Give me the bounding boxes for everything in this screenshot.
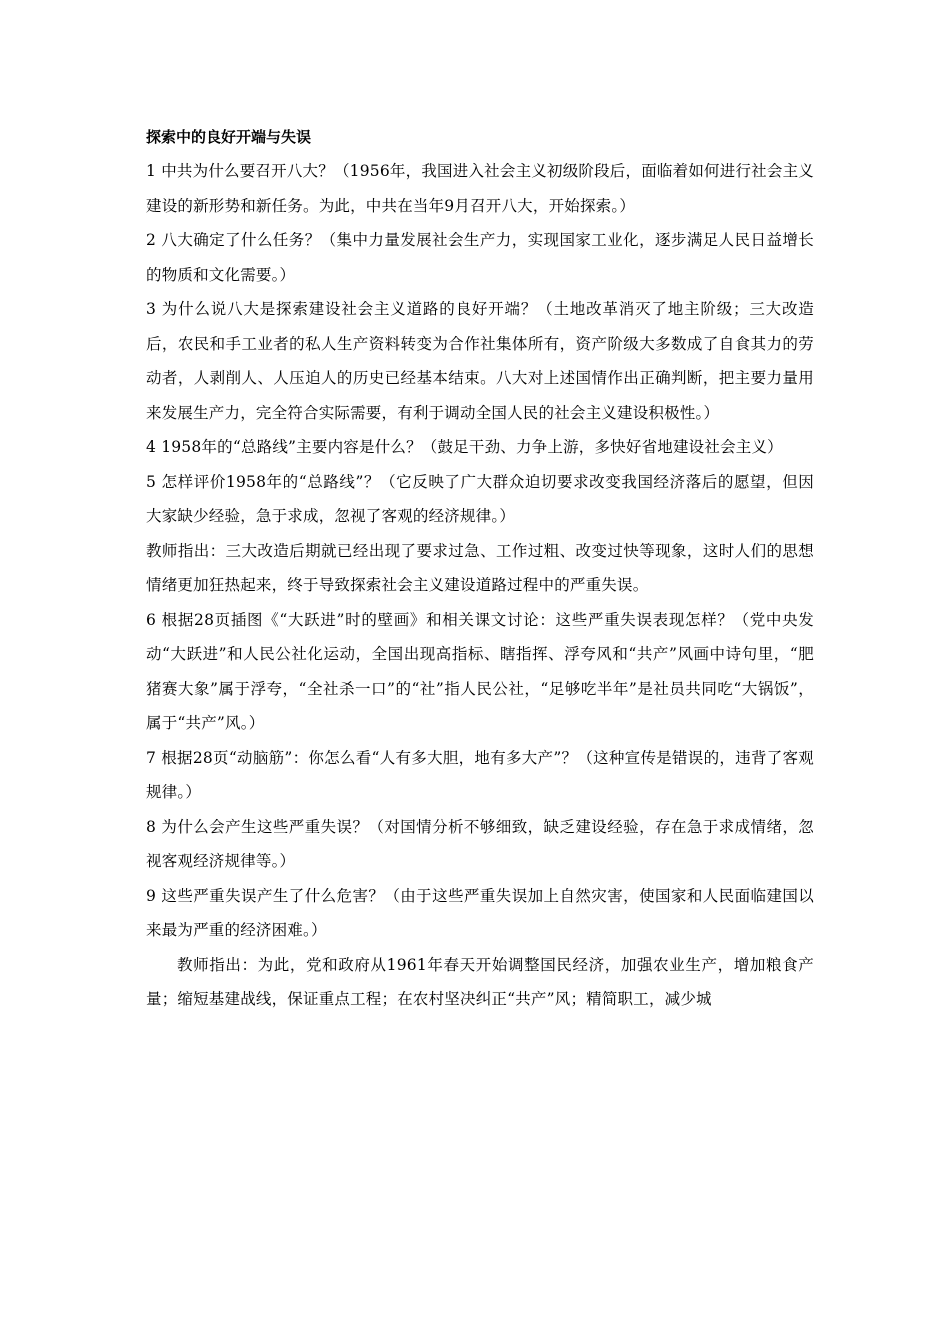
paragraph-q3: 3 为什么说八大是探索建设社会主义道路的良好开端？（土地改革消灭了地主阶级；三大改造后，农民和手工业者的私人生产资料转变为合作社集体所有，资产阶级大多数成了自食其力的劳动者，人剥削人、人压迫人的历史已经基本结束。八大对上述国情作出正确判断，把主要力量用来发展生产力，完全符合实际需要，有利于调动全国人民的社会主义建设积极性。） <box>146 300 814 422</box>
paragraph-q1: 1 中共为什么要召开八大？（1956年，我国进入社会主义初级阶段后，面临着如何进行社会主义建设的新形势和新任务。为此，中共在当年9月召开八大，开始探索。） <box>146 162 814 215</box>
paragraph-q7: 7 根据28页“动脑筋”：你怎么看“人有多大胆，地有多大产”？（这种宣传是错误的，违背了客观规律。） <box>146 748 814 801</box>
paragraph-q9: 9 这些严重失误产生了什么危害？（由于这些严重失误加上自然灾害，使国家和人民面临建国以来最为严重的经济困难。） <box>146 886 814 939</box>
paragraph-q8: 8 为什么会产生这些严重失误？（对国情分析不够细致，缺乏建设经验，存在急于求成情绪，忽视客观经济规律等。） <box>146 817 814 870</box>
paragraph-q4: 4 1958年的“总路线”主要内容是什么？（鼓足干劲、力争上游，多快好省地建设社会主义） <box>146 438 783 456</box>
paragraph-q2: 2 八大确定了什么任务？（集中力量发展社会生产力，实现国家工业化，逐步满足人民日益增长的物质和文化需要。） <box>146 231 814 284</box>
paragraph-q5: 5 怎样评价1958年的“总路线”？（它反映了广大群众迫切要求改变我国经济落后的愿望，但因大家缺少经验，急于求成，忽视了客观的经济规律。） <box>146 472 814 525</box>
paragraph-q6: 6 根据28页插图《“大跃进”时的壁画》和相关课文讨论：这些严重失误表现怎样？（党中央发动“大跃进”和人民公社化运动，全国出现高指标、瞎指挥、浮夸风和“共产”风画中诗句里，“肥猪赛大象”属于浮夸，“全社杀一口”的“社”指人民公社，“足够吃半年”是社员共同吃“大锅饭”，属于“共产”风。） <box>146 610 814 732</box>
paragraph-teacher-note-2: 教师指出：为此，党和政府从1961年春天开始调整国民经济，加强农业生产，增加粮食产量；缩短基建战线，保证重点工程；在农村坚决纠正“共产”风；精简职工，减少城 <box>146 955 814 1008</box>
document-title: 探索中的良好开端与失误 <box>146 128 312 146</box>
paragraph-teacher-note-1: 教师指出：三大改造后期就已经出现了要求过急、工作过粗、改变过快等现象，这时人们的思想情绪更加狂热起来，终于导致探索社会主义建设道路过程中的严重失误。 <box>146 541 814 594</box>
document-page <box>146 124 814 1017</box>
